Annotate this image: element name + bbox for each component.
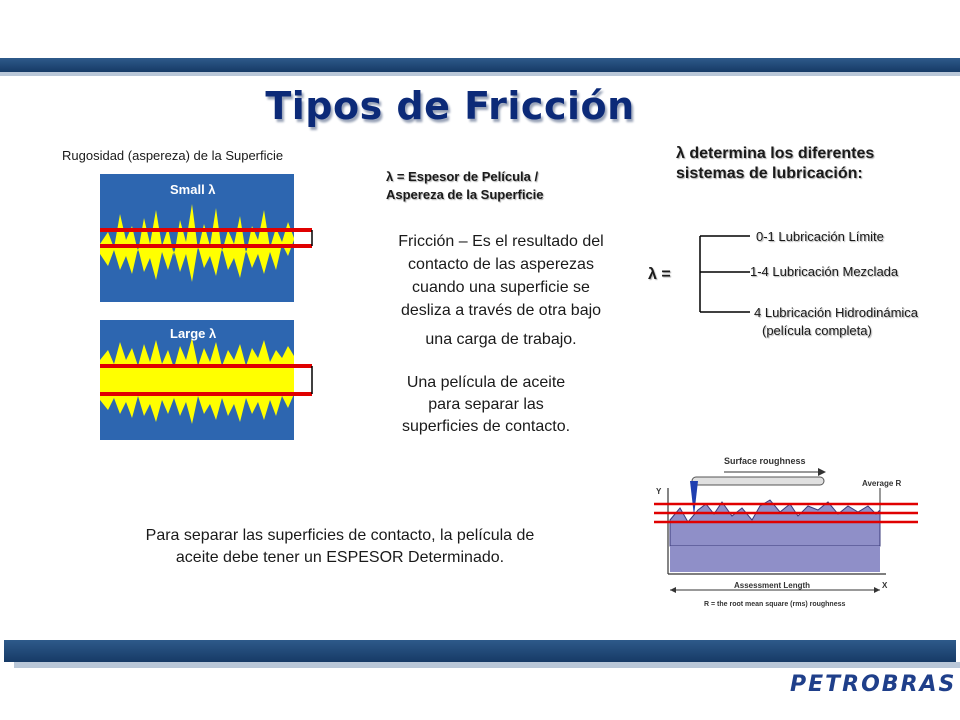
- small-lambda-label: Small λ: [170, 182, 216, 197]
- lambda-definition-line2: Aspereza de la Superficie: [386, 187, 544, 202]
- regime-hydrodynamic-sub: (película completa): [762, 323, 872, 338]
- lambda-definition: [386, 168, 544, 204]
- friction-line3: cuando una superficie se: [412, 279, 590, 296]
- friction-line5: una carga de trabajo.: [425, 331, 577, 348]
- bottom-note: [90, 525, 590, 569]
- oil-film-description: [366, 372, 606, 438]
- large-lambda-figure: [100, 320, 332, 440]
- page-title: Tipos de Fricción: [265, 84, 635, 128]
- regime-mixed: 1-4 Lubricación Mezclada: [750, 264, 899, 279]
- top-banner-shadow: [0, 72, 960, 76]
- friction-line2: contacto de las asperezas: [408, 256, 594, 273]
- film-line2: para separar las: [428, 396, 544, 413]
- surface-roughness-diagram: [648, 450, 920, 614]
- rms-definition: R = the root mean square (rms) roughness: [704, 601, 846, 608]
- film-line1: Una película de aceite: [406, 374, 566, 391]
- large-lambda-label: Large λ: [170, 326, 217, 341]
- bottom-note-line2: aceite debe tener un ESPESOR Determinado.: [175, 549, 505, 566]
- lubrication-heading-line2: sistemas de lubricación:: [676, 165, 863, 182]
- profile-base: [670, 546, 880, 572]
- lubrication-heading: [676, 144, 874, 184]
- bottom-note-line1: Para separar las superficies de contacto, la película de: [145, 527, 535, 544]
- large-lambda-oil-film: [100, 366, 294, 392]
- petrobras-logo: PETROBRAS: [790, 672, 957, 697]
- average-r-label: Average R: [862, 479, 902, 488]
- top-banner-bar: [0, 58, 960, 72]
- roughness-caption: Rugosidad (aspereza) de la Superficie: [62, 148, 284, 163]
- y-axis-label: Y: [656, 487, 662, 496]
- bottom-banner-bar: [4, 640, 956, 662]
- friction-description: [366, 230, 636, 351]
- friction-line4: desliza a través de otra bajo: [400, 302, 602, 319]
- film-line3: superficies de contacto.: [401, 418, 571, 435]
- lambda-definition-line1: λ = Espesor de Película /: [386, 169, 539, 184]
- stylus-arm: [692, 477, 824, 485]
- small-lambda-figure: [100, 174, 332, 302]
- lubrication-heading-line1: λ determina los diferentes: [676, 145, 875, 162]
- assessment-length-label: Assessment Length: [734, 581, 811, 590]
- diagram-title: Surface roughness: [724, 456, 806, 466]
- friction-line1: Fricción – Es el resultado del: [398, 233, 604, 250]
- x-axis-label: X: [882, 581, 888, 590]
- bottom-banner-shadow: [14, 662, 960, 668]
- regime-boundary: 0-1 Lubricación Límite: [756, 229, 884, 244]
- lambda-equals: λ =: [648, 266, 671, 283]
- regime-hydrodynamic: 4 Lubricación Hidrodinámica: [754, 305, 919, 320]
